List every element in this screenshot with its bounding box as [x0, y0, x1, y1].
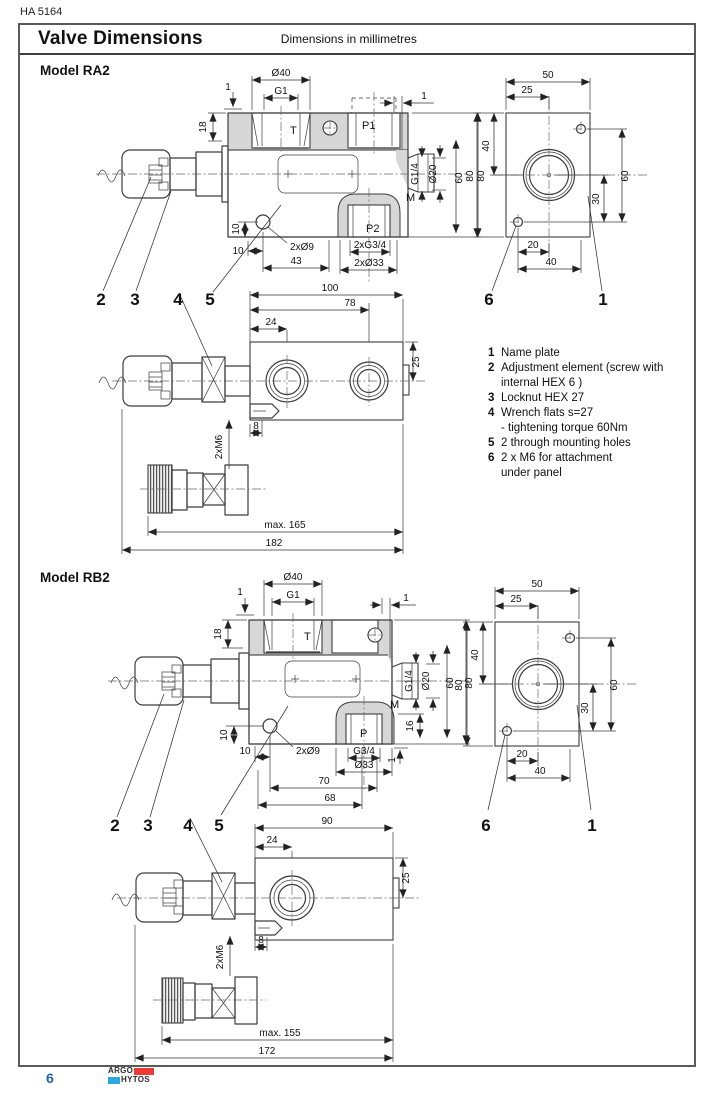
callout-5: 5 [214, 816, 224, 835]
rb2-face-view [454, 579, 637, 810]
callout-2: 2 [96, 290, 106, 309]
dim-label: 1 [421, 91, 427, 102]
logo-blue-block [108, 1077, 120, 1084]
dim-label: 50 [542, 70, 554, 81]
dim-label: 60 [620, 170, 631, 182]
logo-text-argo: ARGO [108, 1066, 134, 1075]
dim-label: Ø20 [421, 671, 432, 691]
dim-label: 10 [219, 729, 230, 741]
callout-6: 6 [481, 816, 491, 835]
dim-label: max. 165 [264, 520, 306, 531]
rb2-top-view [112, 816, 420, 1062]
dim-label: 1 [387, 757, 398, 763]
dim-label: 2xG3/4 [353, 240, 387, 251]
ra2-face-view [465, 70, 648, 291]
dim-label: 2xØ9 [296, 746, 320, 757]
dim-label: 80 [476, 170, 487, 182]
dim-label: 40 [534, 766, 546, 777]
dim-label: 40 [545, 257, 557, 268]
dim-label: 40 [481, 140, 492, 152]
dim-label: 16 [405, 720, 416, 732]
dim-label: Ø33 [354, 760, 374, 771]
dim-label: G1/4 [410, 163, 421, 185]
dim-label: 2xM6 [214, 434, 225, 460]
logo-text-hytos: HYTOS [121, 1075, 150, 1084]
model-ra2-label: Model RA2 [40, 63, 110, 78]
dim-label: 8 [253, 421, 259, 432]
dim-label: 10 [231, 223, 242, 235]
dim-label: Ø40 [283, 572, 303, 583]
hand-knob [162, 978, 183, 1023]
dim-label: 80 [465, 170, 476, 182]
dim-label: G1 [286, 590, 300, 601]
port-label: P [360, 728, 368, 740]
callout-5: 5 [205, 290, 215, 309]
legend-item: under panel [501, 467, 562, 479]
dim-label: 182 [265, 538, 283, 549]
callout-1: 1 [598, 290, 608, 309]
dim-label: 80 [464, 677, 475, 689]
ra2-top-view [99, 283, 425, 554]
logo-row-bottom [108, 1076, 154, 1084]
dim-label: 60 [445, 677, 456, 689]
dim-label: 24 [266, 835, 278, 846]
dim-label: 30 [591, 193, 602, 205]
parts-legend [488, 346, 698, 481]
dim-label: 1 [403, 593, 409, 604]
legend-item: - tightening torque 60Nm [501, 422, 628, 434]
port-label: M [406, 192, 416, 204]
dim-label: G1 [274, 86, 288, 97]
argo-hytos-logo [108, 1067, 154, 1085]
legend-item: internal HEX 6 ) [501, 377, 583, 389]
rb2-front-view [108, 572, 475, 815]
dim-label: 80 [454, 679, 465, 691]
dim-label: 30 [580, 702, 591, 714]
page-title: Valve Dimensions [38, 28, 203, 49]
port-label: P2 [366, 223, 380, 235]
dim-label: 100 [321, 283, 339, 294]
port-label: T [290, 125, 297, 137]
callout-3: 3 [130, 290, 140, 309]
dim-label: 24 [265, 317, 277, 328]
dim-label: 1 [225, 82, 231, 93]
callout-4: 4 [183, 816, 193, 835]
dim-label: 2xØ33 [354, 258, 384, 269]
legend-item: 6 2 x M6 for attachment [488, 452, 613, 464]
dim-label: 43 [290, 256, 302, 267]
dim-label: 25 [401, 872, 412, 884]
callout-4: 4 [173, 290, 183, 309]
dim-label: 20 [516, 749, 528, 760]
dim-label: 18 [198, 121, 209, 133]
dim-label: 60 [609, 679, 620, 691]
doc-code: HA 5164 [20, 6, 63, 18]
port-label: P1 [362, 120, 376, 132]
legend-item: 2 Adjustment element (screw with [488, 362, 664, 374]
dim-label: 10 [239, 746, 251, 757]
callout-3: 3 [143, 816, 153, 835]
logo-red-block [134, 1068, 154, 1075]
dim-label: 172 [258, 1046, 276, 1057]
dim-label: 25 [521, 85, 533, 96]
dim-label: G1/4 [404, 670, 415, 692]
dim-label: 50 [531, 579, 543, 590]
legend-item: 3 Locknut HEX 27 [488, 392, 585, 404]
port-label: M [390, 699, 400, 711]
dim-label: Ø40 [271, 68, 291, 79]
dim-label: max. 155 [259, 1028, 301, 1039]
model-rb2-label: Model RB2 [40, 570, 110, 585]
dim-label: 40 [470, 649, 481, 661]
dim-label: 8 [258, 935, 264, 946]
logo-row-top [108, 1067, 154, 1075]
dim-label: 20 [527, 240, 539, 251]
dim-label: 2xØ9 [290, 242, 314, 253]
dim-label: 1 [237, 587, 243, 598]
page-number: 6 [46, 1070, 54, 1086]
dim-label: 70 [318, 776, 330, 787]
dim-label: 68 [324, 793, 336, 804]
page-subtitle: Dimensions in millimetres [280, 32, 417, 46]
dim-label: Ø20 [428, 164, 439, 184]
dim-label: 25 [411, 356, 422, 368]
dim-label: G3/4 [353, 746, 375, 757]
callout-2: 2 [110, 816, 120, 835]
dim-label: 60 [454, 172, 465, 184]
cable-squiggle [98, 170, 125, 182]
dim-label: 2xM6 [215, 944, 226, 970]
dim-label: 78 [344, 298, 356, 309]
legend-item: 5 2 through mounting holes [488, 437, 631, 449]
ra2-front-view [96, 68, 487, 292]
port-label: T [304, 631, 311, 643]
legend-item: 4 Wrench flats s=27 [488, 407, 594, 419]
dim-label: 10 [232, 246, 244, 257]
callout-6: 6 [484, 290, 494, 309]
dim-label: 25 [510, 594, 522, 605]
legend-item: 1 Name plate [488, 347, 560, 359]
dim-label: 90 [321, 816, 333, 827]
dim-label: 18 [213, 628, 224, 640]
callout-1: 1 [587, 816, 597, 835]
